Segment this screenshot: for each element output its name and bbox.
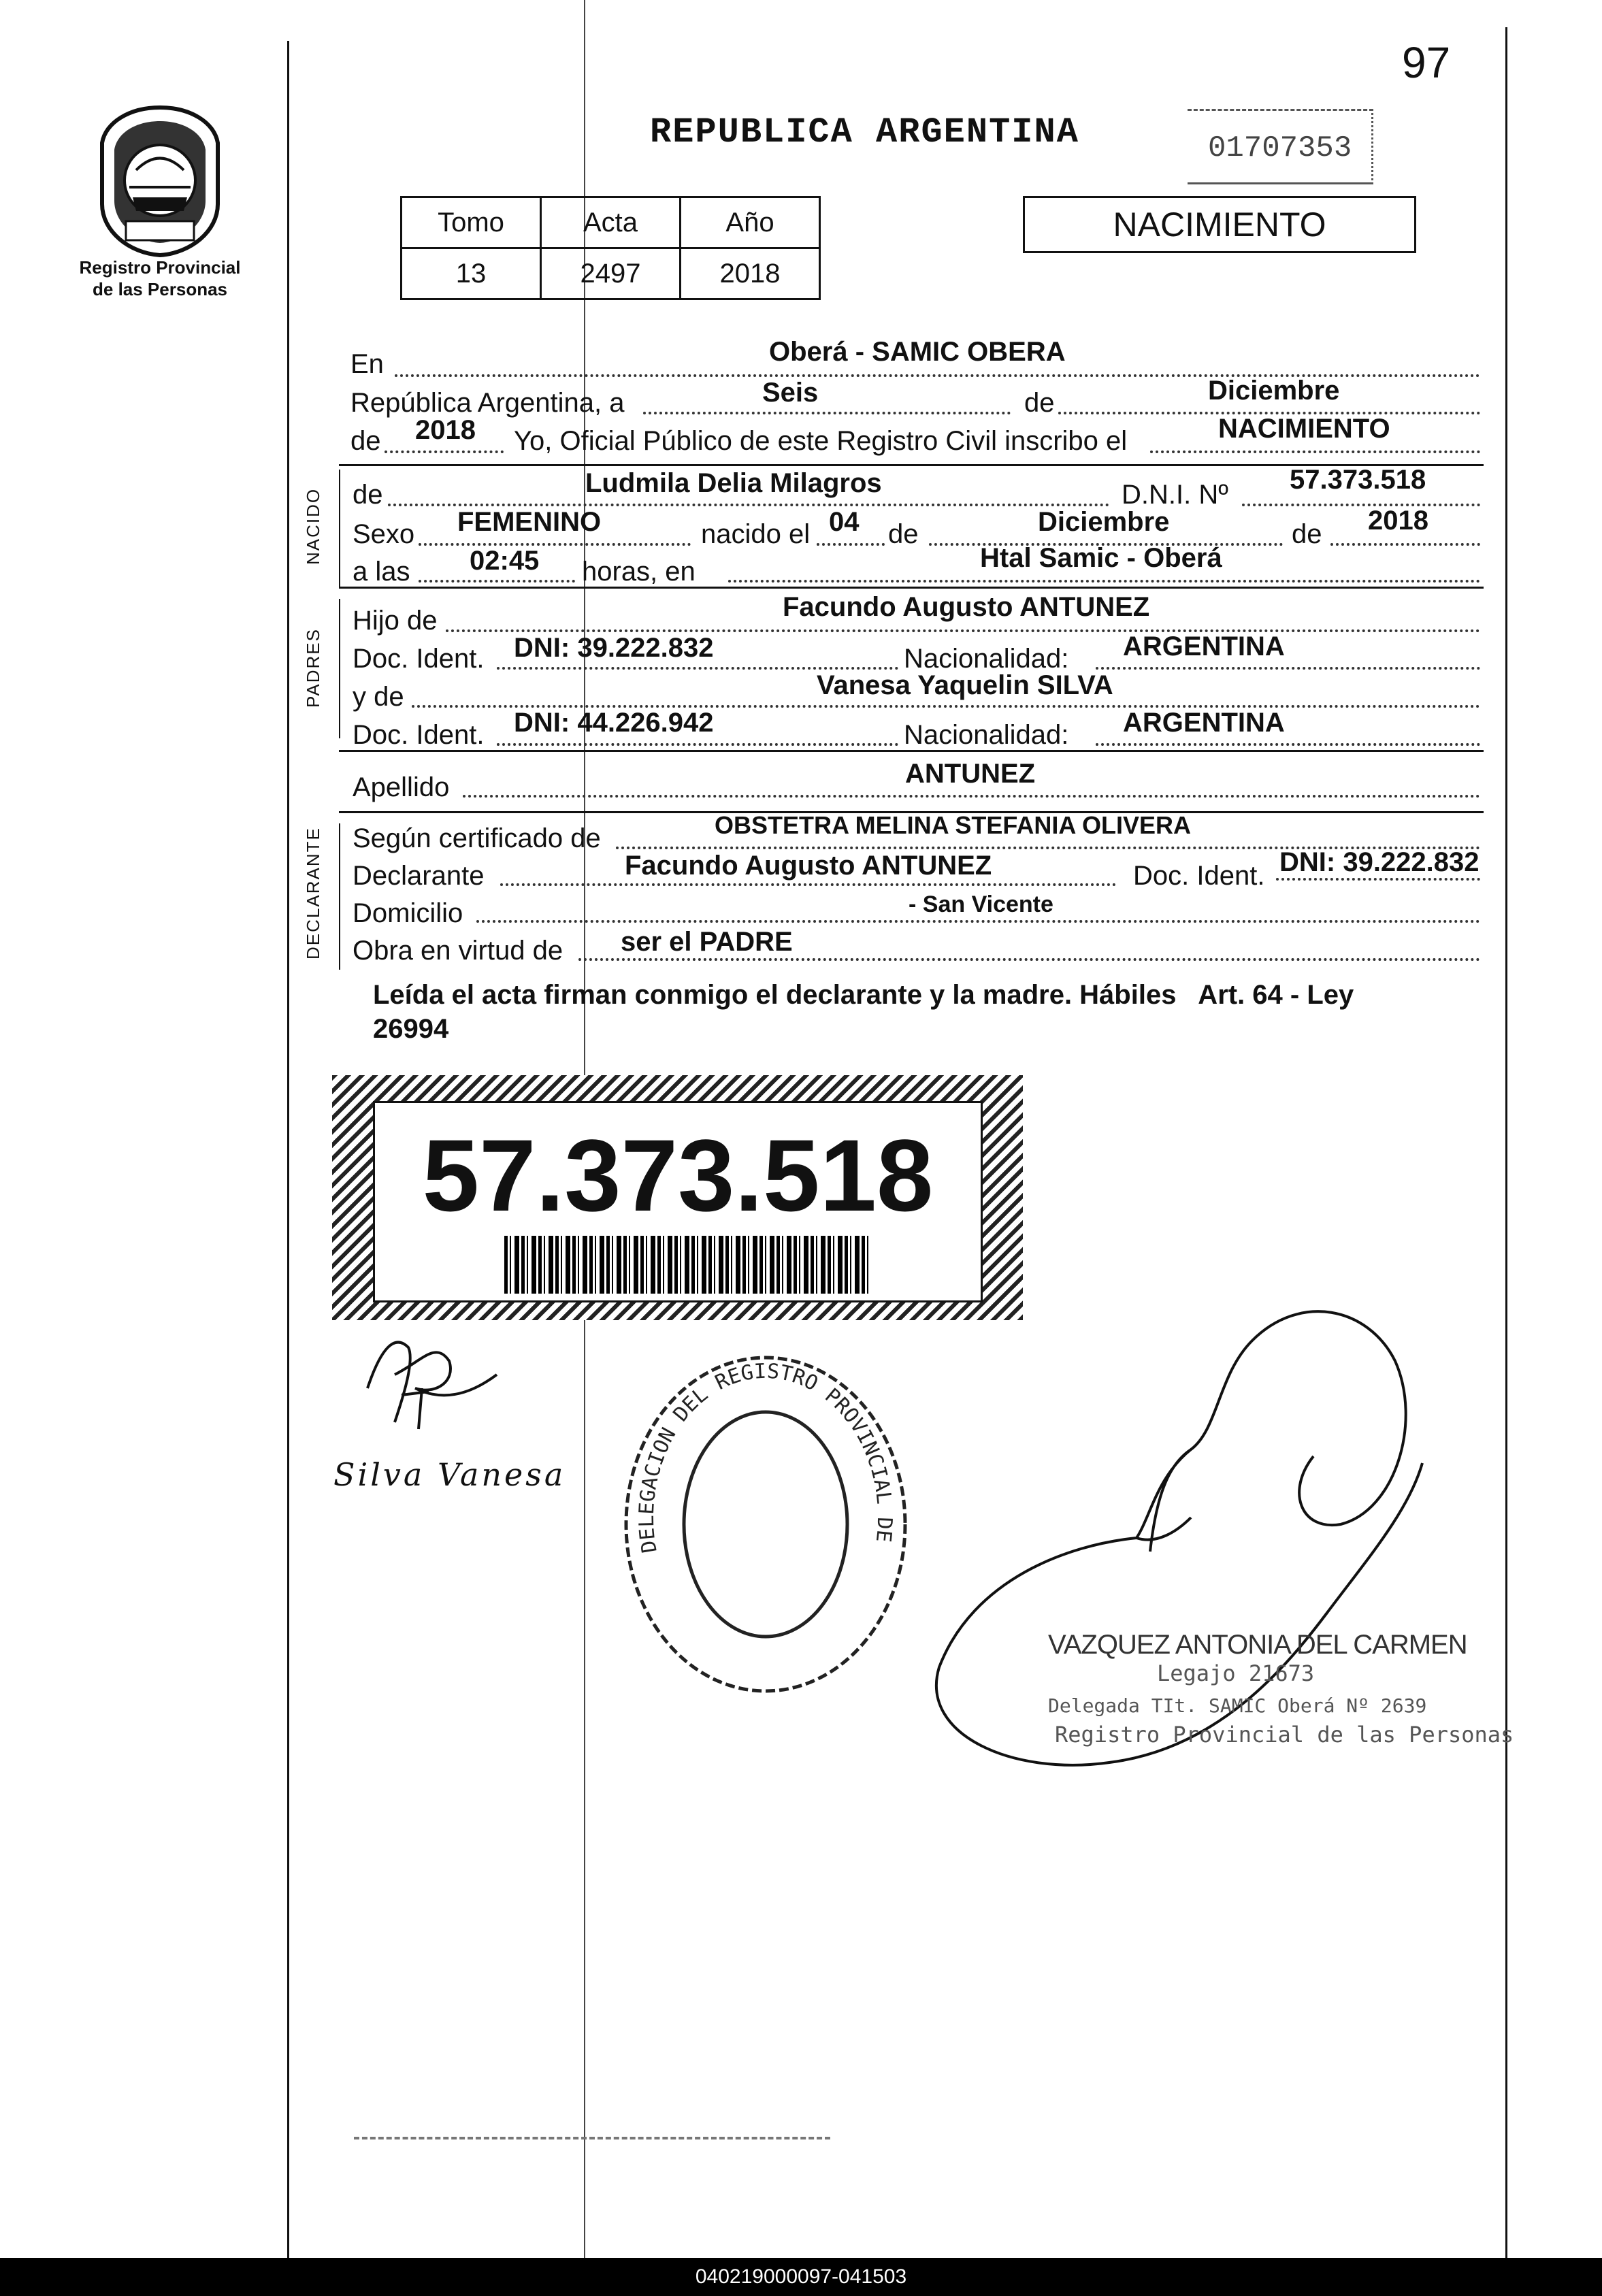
dotted-line xyxy=(446,629,1480,632)
dotted-line xyxy=(419,543,691,546)
dotted-line xyxy=(385,450,504,453)
birth-time-value: 02:45 xyxy=(470,546,540,576)
stamp-text: DELEGACION DEL REGISTRO PROVINCIAL DE xyxy=(634,1359,897,1555)
doc-ident-label: Doc. Ident. xyxy=(353,720,485,750)
nacido-side-label: NACIDO xyxy=(303,487,323,565)
dotted-line xyxy=(643,412,1011,414)
hijo-label: Hijo de xyxy=(353,606,438,636)
right-margin-line xyxy=(1505,27,1507,2259)
mother-nat-value: ARGENTINA xyxy=(1123,708,1285,738)
year-value: 2018 xyxy=(415,415,476,445)
official-stamp-registry: Registro Provincial de las Personas xyxy=(1055,1722,1514,1748)
value-anio: 2018 xyxy=(681,248,820,299)
alas-label: a las xyxy=(353,557,410,587)
apellido-label: Apellido xyxy=(353,772,450,802)
registry-oval-stamp xyxy=(616,1347,915,1701)
header-tomo: Tomo xyxy=(402,197,541,248)
act-type-box: NACIMIENTO xyxy=(1023,196,1416,253)
de-label: de xyxy=(888,519,919,549)
value-tomo: 13 xyxy=(402,248,541,299)
sticker-number: 57.373.518 xyxy=(422,1118,934,1232)
dotted-line xyxy=(1276,878,1480,881)
padres-side-label: PADRES xyxy=(303,628,323,708)
de-label: de xyxy=(353,480,383,510)
mother-name-value: Vanesa Yaquelin SILVA xyxy=(817,670,1113,700)
declarante-value: Facundo Augusto ANTUNEZ xyxy=(625,851,992,881)
logo-caption-2: de las Personas xyxy=(93,279,227,299)
dotted-line xyxy=(476,920,1480,923)
dotted-line xyxy=(388,504,1109,506)
closing-text-2: 26994 xyxy=(373,1014,449,1044)
sexo-value: FEMENINO xyxy=(457,507,602,537)
day-words-value: Seis xyxy=(762,378,819,408)
yde-label: y de xyxy=(353,682,404,712)
logo-caption-1: Registro Provincial xyxy=(79,257,241,278)
serial-number: 01707353 xyxy=(1208,131,1352,165)
bottom-rule xyxy=(354,2137,830,2139)
section-side-line xyxy=(339,823,340,970)
dni-label: D.N.I. Nº xyxy=(1122,480,1228,510)
en-label: En xyxy=(350,349,384,379)
child-name-value: Ludmila Delia Milagros xyxy=(585,468,882,498)
dotted-line xyxy=(578,958,1480,961)
dotted-line xyxy=(497,667,898,670)
dotted-line xyxy=(497,743,898,746)
dotted-line xyxy=(1096,743,1480,746)
dotted-line xyxy=(1242,504,1480,506)
de-label: de xyxy=(350,426,381,456)
value-acta: 2497 xyxy=(541,248,681,299)
birth-year-value: 2018 xyxy=(1368,506,1428,536)
header-acta: Acta xyxy=(541,197,681,248)
cert-value: OBSTETRA MELINA STEFANIA OLIVERA xyxy=(715,811,1192,839)
section-divider xyxy=(339,750,1484,752)
page-number: 97 xyxy=(1402,38,1451,87)
signature-father xyxy=(354,1320,510,1443)
left-margin-line xyxy=(287,41,289,2259)
father-nat-value: ARGENTINA xyxy=(1123,632,1285,661)
cert-label: Según certificado de xyxy=(353,823,601,853)
record-table xyxy=(400,196,821,300)
republica-label: República Argentina, a xyxy=(350,388,625,418)
official-stamp-name: VAZQUEZ ANTONIA DEL CARMEN xyxy=(1048,1630,1467,1660)
nacionalidad-label: Nacionalidad: xyxy=(904,720,1069,750)
birth-day-value: 04 xyxy=(829,507,860,537)
barcode xyxy=(504,1236,872,1294)
serial-number-box xyxy=(1188,109,1373,184)
sticker-inner xyxy=(373,1101,983,1302)
svg-text:DELEGACION DEL REGISTRO PROVIN xyxy=(616,1347,896,1557)
dotted-line xyxy=(419,580,575,583)
de-label: de xyxy=(1292,519,1322,549)
official-stamp-legajo: Legajo 21673 xyxy=(1157,1660,1315,1686)
birth-place-value: Htal Samic - Oberá xyxy=(980,543,1222,573)
nacionalidad-label: Nacionalidad: xyxy=(904,644,1069,674)
place-value: Oberá - SAMIC OBERA xyxy=(769,337,1066,367)
dotted-line xyxy=(728,580,1480,583)
dotted-line xyxy=(1330,543,1480,546)
dotted-line xyxy=(1096,667,1480,670)
header-anio: Año xyxy=(681,197,820,248)
province-seal-logo xyxy=(88,102,231,259)
declarante-side-label: DECLARANTE xyxy=(303,827,323,960)
sexo-label: Sexo xyxy=(353,519,415,549)
dotted-line xyxy=(463,795,1480,798)
apellido-value: ANTUNEZ xyxy=(905,759,1036,789)
birth-month-value: Diciembre xyxy=(1038,507,1170,537)
father-name-value: Facundo Augusto ANTUNEZ xyxy=(783,592,1150,622)
father-doc-value: DNI: 39.222.832 xyxy=(514,633,714,663)
declarante-doc-value: DNI: 39.222.832 xyxy=(1279,847,1480,877)
obra-value: ser el PADRE xyxy=(621,927,793,957)
document-footer-id: 040219000097-041503 xyxy=(0,2258,1602,2296)
domicilio-label: Domicilio xyxy=(353,898,463,928)
doc-ident-label: Doc. Ident. xyxy=(1133,861,1265,891)
obra-label: Obra en virtud de xyxy=(353,936,563,966)
child-dni-value: 57.373.518 xyxy=(1290,465,1426,495)
domicilio-value: - San Vicente xyxy=(909,891,1053,917)
inscribed-value: NACIMIENTO xyxy=(1218,414,1390,444)
official-text: Yo, Oficial Público de este Registro Civil inscribo el xyxy=(514,426,1128,456)
section-divider xyxy=(339,587,1484,589)
dni-sticker xyxy=(332,1075,1023,1320)
nacido-label: nacido el xyxy=(701,519,811,549)
dotted-line xyxy=(500,883,1116,886)
mother-doc-value: DNI: 44.226.942 xyxy=(514,708,714,738)
closing-text-1: Leída el acta firman conmigo el declarante y la madre. Hábiles Art. 64 - Ley xyxy=(373,980,1354,1010)
dotted-line xyxy=(1150,450,1480,453)
section-side-line xyxy=(339,599,340,738)
country-title: REPUBLICA ARGENTINA xyxy=(650,112,1079,152)
record-table-value-row xyxy=(402,248,820,299)
official-stamp-title: Delegada TIt. SAMIC Oberá Nº 2639 xyxy=(1048,1694,1427,1717)
record-table-header-row xyxy=(402,197,820,248)
dotted-line xyxy=(817,543,885,546)
signature-mother: Silva Vanesa xyxy=(333,1456,566,1493)
horas-label: horas, en xyxy=(582,557,696,587)
month-value: Diciembre xyxy=(1208,376,1340,406)
declarante-label: Declarante xyxy=(353,861,485,891)
doc-ident-label: Doc. Ident. xyxy=(353,644,485,674)
de-label: de xyxy=(1024,388,1055,418)
section-side-line xyxy=(339,470,340,587)
